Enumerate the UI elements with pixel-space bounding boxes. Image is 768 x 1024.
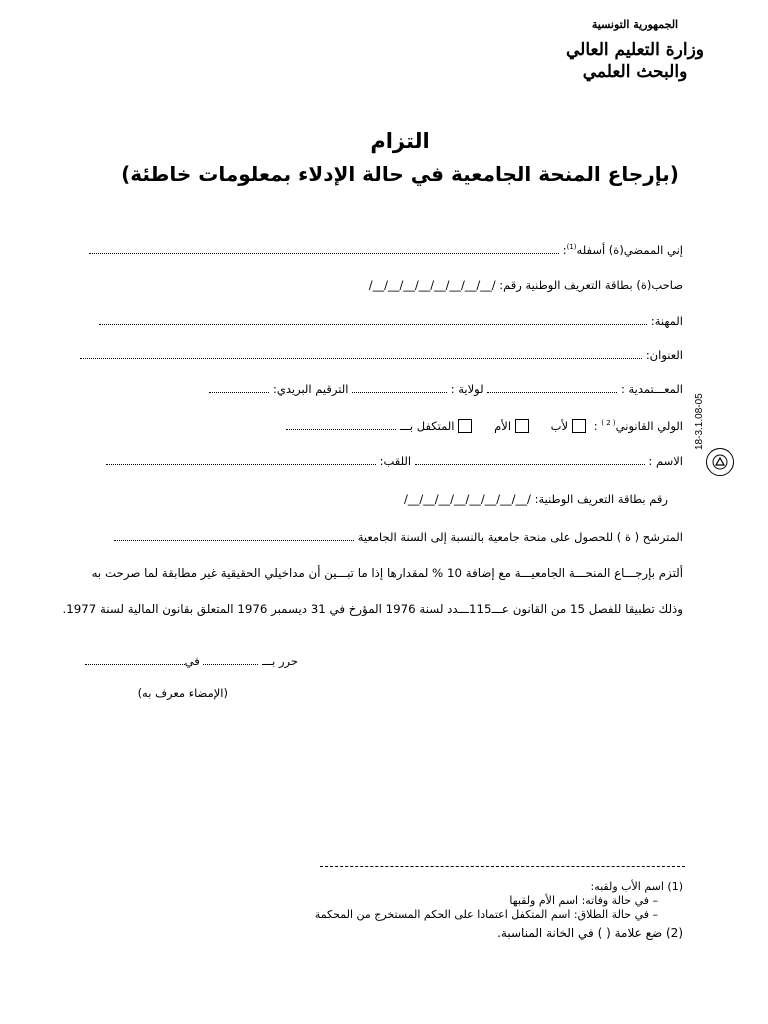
ministry-header	[560, 18, 710, 83]
guardian-colon: :	[593, 418, 598, 433]
address-line	[71, 346, 683, 364]
footnote-1: (1) اسم الأب ولقبه:	[590, 880, 683, 893]
id-card-line	[369, 276, 683, 294]
guardian-label: الولي القانوني	[615, 418, 683, 433]
guardian-id-line	[404, 490, 668, 508]
address-field[interactable]	[80, 348, 642, 359]
postal-code-field[interactable]	[209, 382, 269, 393]
profession-field[interactable]	[99, 314, 647, 325]
republic-label: الجمهورية التونسية	[591, 18, 679, 31]
written-at-label: حرر بـــ	[262, 654, 298, 668]
guardian-id-label: رقم بطاقة التعريف الوطنية: /__/__/__/__/__/__/__/__/	[404, 492, 668, 506]
profession-line	[71, 312, 683, 330]
surname-field[interactable]	[106, 454, 376, 465]
caretaker-checkbox[interactable]	[458, 419, 472, 433]
caretaker-field[interactable]	[286, 419, 396, 430]
delegation-label: المعـــتمدية :	[620, 382, 683, 396]
date-field[interactable]	[85, 654, 185, 665]
location-line	[71, 380, 683, 398]
guardian-footnote-ref: ( 2 )	[601, 419, 616, 427]
governorate-field[interactable]	[352, 382, 447, 393]
candidate-line	[71, 528, 683, 546]
title-subtitle: (بإرجاع المنحة الجامعية في حالة الإدلاء بمعلومات خاطئة)	[121, 162, 679, 186]
postal-code-label: الترقيم البريدي:	[272, 382, 349, 396]
signatory-field[interactable]	[89, 243, 559, 254]
father-checkbox[interactable]	[572, 419, 586, 433]
document-reference-code: 18-3.1.08-05	[694, 393, 705, 450]
signature-label: (الإمضاء معرف به)	[137, 686, 228, 700]
address-label: العنوان:	[645, 348, 683, 362]
commitment-text: ألتزم بإرجـــاع المنحـــة الجامعيـــة مع إضافة 10 % لمقدارها إذا ما تبـــين أن مداخيلي الحقيقية غير مطابقة لما صرحت به	[91, 566, 683, 580]
law-reference-line	[62, 600, 683, 618]
ministry-name-line1: وزارة التعليم العالي	[565, 40, 705, 60]
footnote-1b: – في حالة الطلاق: اسم المتكفل اعتمادا على الحكم المستخرج من المحكمة	[314, 908, 658, 921]
mother-option-label: الأم	[494, 418, 512, 433]
signatory-footnote-ref: (1)	[566, 243, 577, 251]
footnote-1a: – في حالة وفاته: اسم الأم ولقبها	[509, 894, 658, 907]
governorate-label: لولاية :	[450, 382, 484, 396]
guardian-line	[286, 414, 683, 435]
commitment-line	[92, 564, 683, 582]
document-title	[90, 126, 710, 192]
signature-line	[138, 684, 228, 702]
ministry-name-line2: والبحث العلمي	[582, 62, 688, 82]
id-card-label: صاحب(ة) بطاقة التعريف الوطنية رقم: /__/__/__/__/__/__/__/__/	[368, 278, 683, 292]
profession-label: المهنة:	[650, 314, 683, 328]
name-label: الاسم :	[648, 454, 683, 468]
father-option-label: لأب	[550, 418, 569, 433]
candidate-label: المترشح ( ة ) للحصول على منحة جامعية بالنسبة إلى السنة الجامعية	[357, 530, 683, 544]
name-field[interactable]	[415, 454, 645, 465]
place-field[interactable]	[203, 654, 258, 665]
delegation-field[interactable]	[487, 382, 617, 393]
seal-icon	[706, 448, 734, 476]
footnote-separator	[320, 866, 685, 867]
footnote-2: (2) ضع علامة ( ) في الخانة المناسبة.	[497, 926, 683, 940]
law-reference-text: وذلك تطبيقا للفصل 15 من القانون عـــ115ـــدد لسنة 1976 المؤرخ في 31 ديسمبر 1976 المتعلق بقانون المالية لسنة 1977.	[62, 602, 683, 616]
on-date-label: في	[184, 654, 200, 668]
signatory-line: إني الممضي(ة) أسفله$^{(1)}$:	[71, 238, 683, 259]
title-main: التزام	[370, 129, 430, 153]
caretaker-option-label: المتكفل بـــ	[399, 418, 455, 433]
signatory-label: إني الممضي(ة) أسفله	[576, 242, 683, 257]
guardian-name-line	[71, 452, 683, 470]
mother-checkbox[interactable]	[515, 419, 529, 433]
surname-label: اللقب:	[379, 454, 412, 468]
academic-year-field[interactable]	[114, 530, 354, 541]
written-at-line	[85, 652, 298, 670]
